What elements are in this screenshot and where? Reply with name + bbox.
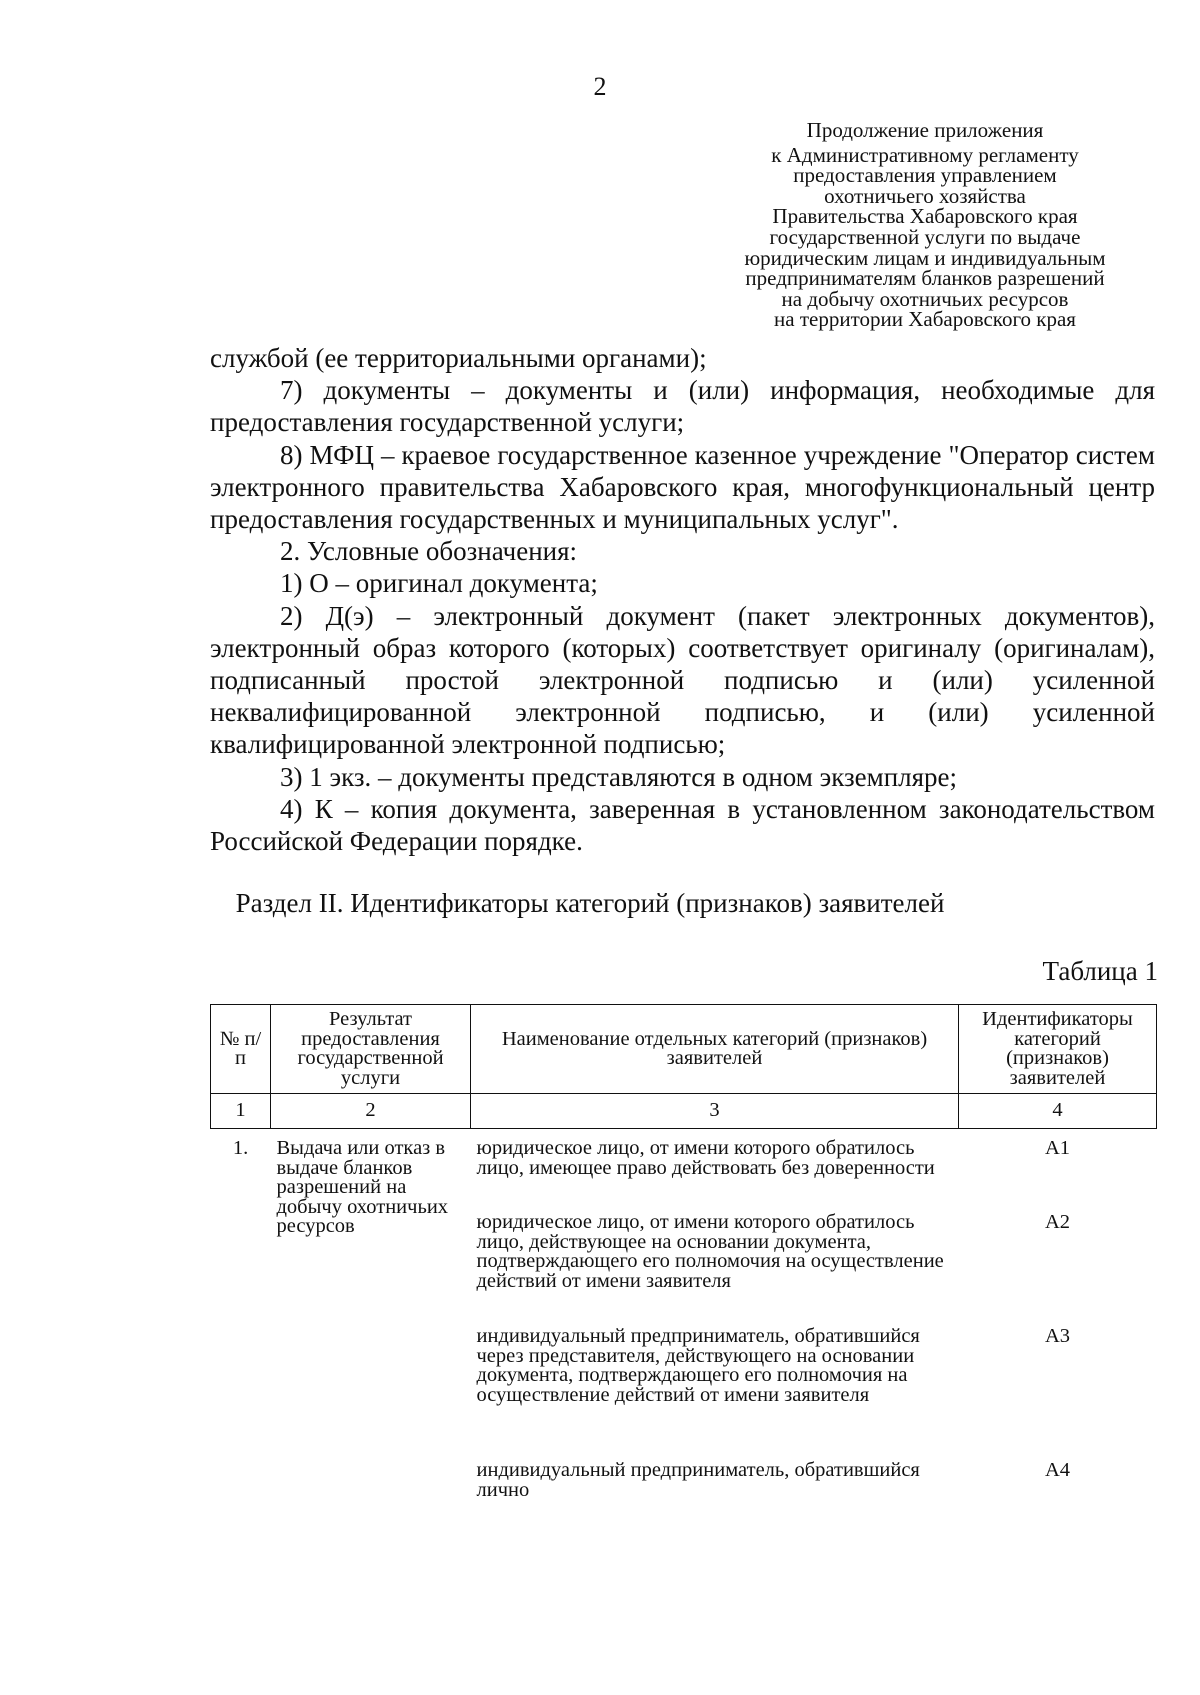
applicant-categories-table bbox=[210, 1004, 1157, 1517]
paragraph: 2) Д(э) – электронный документ (пакет электронных документов), электронный образ которого (которых) соответствует оригиналу (оригиналам), подписанный простой электронной подписью и (или) усиленной неквалифицированной электронной подписью, и (или) усиленной квалифицированной электронной подписью; bbox=[210, 600, 1155, 760]
column-number: 3 bbox=[471, 1094, 959, 1129]
appendix-header bbox=[690, 120, 1160, 330]
row-number: 1. bbox=[232, 1137, 249, 1159]
appendix-header-title: Продолжение приложения bbox=[806, 118, 1044, 142]
category-name: юридическое лицо, от имени которого обратилось лицо, действующее на основании документа, подтверждающего его полномочия на осуществление действий от имени заявителя bbox=[476, 1211, 944, 1292]
appendix-header-line: предоставления управлением bbox=[793, 163, 1057, 188]
page-number: 2 bbox=[593, 72, 607, 101]
category-identifier: А1 bbox=[1044, 1137, 1071, 1159]
appendix-header-line: на территории Хабаровского края bbox=[774, 307, 1076, 332]
row-result: Выдача или отказ в выдаче бланков разрешений на добычу охотничьих ресурсов bbox=[276, 1137, 449, 1237]
column-number: 1 bbox=[211, 1094, 271, 1129]
appendix-header-line: Правительства Хабаровского края bbox=[772, 204, 1078, 229]
paragraph: 3) 1 экз. – документы представляются в одном экземпляре; bbox=[280, 761, 958, 792]
category-name: индивидуальный предприниматель, обратившийся лично bbox=[476, 1459, 920, 1501]
body-text bbox=[210, 342, 1155, 857]
row-identifiers bbox=[959, 1139, 1157, 1517]
header-result: Результат предоставления государственной услуги bbox=[271, 1005, 471, 1094]
paragraph: службой (ее территориальными органами); bbox=[210, 343, 707, 373]
table-row bbox=[211, 1139, 1157, 1517]
paragraph: 8) МФЦ – краевое государственное казенное учреждение "Оператор систем электронного правительства Хабаровского края, многофункциональный центр предоставления государственных и муниципальных услуг". bbox=[210, 439, 1155, 535]
appendix-header-line: предпринимателям бланков разрешений bbox=[745, 266, 1105, 291]
row-categories bbox=[471, 1139, 959, 1517]
category-identifier: А4 bbox=[1044, 1459, 1071, 1481]
paragraph: 7) документы – документы и (или) информация, необходимые для предоставления государственной услуги; bbox=[210, 375, 1155, 438]
section-title: Раздел II. Идентификаторы категорий (признаков) заявителей bbox=[235, 888, 945, 918]
paragraph: 2. Условные обозначения: bbox=[280, 536, 578, 567]
appendix-header-line: на добычу охотничьих ресурсов bbox=[781, 286, 1069, 311]
category-identifier: А2 bbox=[1044, 1211, 1071, 1233]
column-number: 2 bbox=[271, 1094, 471, 1129]
category-name: индивидуальный предприниматель, обратившийся через представителя, действующего на основании документа, подтверждающего его полномочия на осуществление действий от имени заявителя bbox=[476, 1325, 920, 1406]
appendix-header-line: к Административному регламенту bbox=[771, 142, 1079, 167]
table-label: Таблица 1 bbox=[1042, 956, 1158, 986]
header-number: № п/п bbox=[211, 1005, 271, 1094]
header-category-name: Наименование отдельных категорий (признаков) заявителей bbox=[471, 1005, 959, 1094]
appendix-header-line: юридическим лицам и индивидуальным bbox=[744, 245, 1106, 270]
category-identifier: А3 bbox=[1044, 1325, 1071, 1347]
header-identifier: Идентификаторы категорий (признаков) заявителей bbox=[959, 1005, 1157, 1094]
column-number: 4 bbox=[959, 1094, 1157, 1129]
category-name: юридическое лицо, от имени которого обратилось лицо, имеющее право действовать без доверенности bbox=[476, 1137, 935, 1179]
appendix-header-line: охотничьего хозяйства bbox=[824, 183, 1026, 208]
paragraph: 1) О – оригинал документа; bbox=[280, 568, 598, 599]
paragraph: 4) К – копия документа, заверенная в установленном законодательством Российской Федерации порядке. bbox=[210, 793, 1155, 857]
appendix-header-line: государственной услуги по выдаче bbox=[769, 224, 1081, 249]
